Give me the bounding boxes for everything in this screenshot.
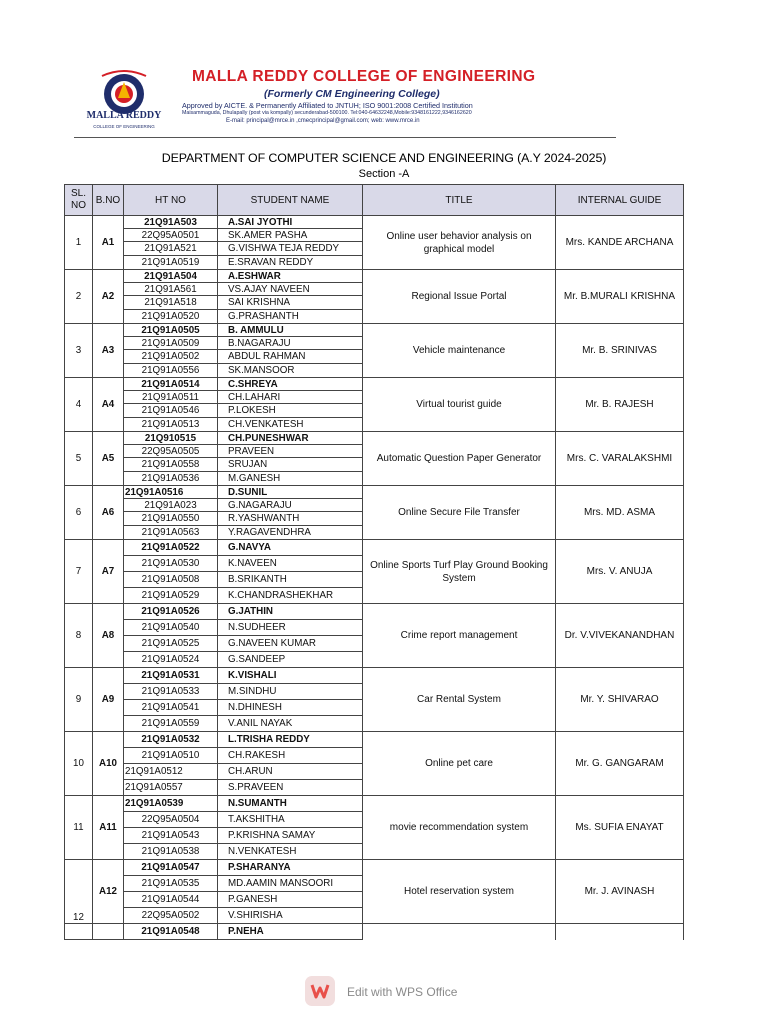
batch-number-cell: A10 xyxy=(93,732,124,796)
ht-number-cell: 21Q91A0519 xyxy=(124,256,218,270)
wps-edit-label: Edit with WPS Office xyxy=(347,985,458,999)
project-title-cell: Online Secure File Transfer xyxy=(363,486,556,540)
project-title-cell: Crime report management xyxy=(363,604,556,668)
ht-number-cell: 21Q91A503 xyxy=(124,216,218,229)
table-row xyxy=(65,924,684,940)
student-name-cell: M.SINDHU xyxy=(218,684,363,700)
student-name-cell: G.PRASHANTH xyxy=(218,310,363,324)
student-name-cell: CH.PUNESHWAR xyxy=(218,432,363,445)
internal-guide-cell: Mrs. C. VARALAKSHMI xyxy=(556,432,684,486)
serial-number-cell: 5 xyxy=(65,432,93,486)
empty-cell xyxy=(363,924,556,940)
student-name-cell: S.PRAVEEN xyxy=(218,780,363,796)
project-title-cell: Regional Issue Portal xyxy=(363,270,556,324)
internal-guide-cell: Mrs. KANDE ARCHANA xyxy=(556,216,684,270)
ht-number-cell: 21Q91A0531 xyxy=(124,668,218,684)
ht-number-cell: 21Q91A0556 xyxy=(124,364,218,378)
batch-number-cell: A8 xyxy=(93,604,124,668)
ht-number-cell: 21Q91A0529 xyxy=(124,588,218,604)
student-name-cell: CH.LAHARI xyxy=(218,391,363,404)
student-name-cell: E.SRAVAN REDDY xyxy=(218,256,363,270)
student-name-cell: CH.RAKESH xyxy=(218,748,363,764)
logo-text: MALLA REDDY xyxy=(86,110,162,121)
header-sl-no: SL. NO xyxy=(65,185,93,216)
student-name-cell: SK.MANSOOR xyxy=(218,364,363,378)
student-name-cell: G.JATHIN xyxy=(218,604,363,620)
serial-number-cell: 12 xyxy=(65,860,93,924)
student-name-cell: R.YASHWANTH xyxy=(218,512,363,526)
project-title-cell: Online Sports Turf Play Ground Booking System xyxy=(363,540,556,604)
ht-number-cell: 21Q91A0510 xyxy=(124,748,218,764)
ht-number-cell: 21Q91A0536 xyxy=(124,472,218,486)
student-name-cell: M.GANESH xyxy=(218,472,363,486)
batch-number-cell: A6 xyxy=(93,486,124,540)
ht-number-cell: 21Q91A0558 xyxy=(124,458,218,472)
student-name-cell: A.SAI JYOTHI xyxy=(218,216,363,229)
internal-guide-cell: Ms. SUFIA ENAYAT xyxy=(556,796,684,860)
ht-number-cell: 21Q91A0540 xyxy=(124,620,218,636)
student-name-cell: T.AKSHITHA xyxy=(218,812,363,828)
logo-subtext: COLLEGE OF ENGINEERING xyxy=(93,124,155,129)
internal-guide-cell: Mr. B. RAJESH xyxy=(556,378,684,432)
student-name-cell: CH.VENKATESH xyxy=(218,418,363,432)
student-name-cell: A.ESHWAR xyxy=(218,270,363,283)
table-row xyxy=(65,732,684,748)
ht-number-cell: 21Q91A0548 xyxy=(124,924,218,940)
student-name-cell: G.NAGARAJU xyxy=(218,499,363,512)
serial-number-cell: 4 xyxy=(65,378,93,432)
ht-number-cell: 21Q91A023 xyxy=(124,499,218,512)
ht-number-cell: 21Q91A0547 xyxy=(124,860,218,876)
batch-number-cell: A4 xyxy=(93,378,124,432)
ht-number-cell: 21Q91A0526 xyxy=(124,604,218,620)
internal-guide-cell: Mr. J. AVINASH xyxy=(556,860,684,924)
table-row xyxy=(65,216,684,229)
student-name-cell: V.SHIRISHA xyxy=(218,908,363,924)
ht-number-cell: 21Q91A0557 xyxy=(124,780,218,796)
serial-number-cell: 9 xyxy=(65,668,93,732)
student-name-cell: P.GANESH xyxy=(218,892,363,908)
student-name-cell: B.NAGARAJU xyxy=(218,337,363,350)
formerly-name: (Formerly CM Engineering College) xyxy=(264,88,440,100)
ht-number-cell: 21Q91A561 xyxy=(124,283,218,296)
letterhead xyxy=(74,62,616,138)
table-header-row xyxy=(65,185,684,216)
student-name-cell: SK.AMER PASHA xyxy=(218,229,363,242)
student-name-cell: CH.ARUN xyxy=(218,764,363,780)
student-name-cell: G.SANDEEP xyxy=(218,652,363,668)
project-title-cell: Vehicle maintenance xyxy=(363,324,556,378)
ht-number-cell: 21Q91A0509 xyxy=(124,337,218,350)
student-name-cell: N.SUMANTH xyxy=(218,796,363,812)
student-name-cell: K.VISHALI xyxy=(218,668,363,684)
student-name-cell: B.SRIKANTH xyxy=(218,572,363,588)
table-row xyxy=(65,860,684,876)
internal-guide-cell: Mr. B. SRINIVAS xyxy=(556,324,684,378)
batch-number-cell: A7 xyxy=(93,540,124,604)
empty-cell xyxy=(65,924,93,940)
ht-number-cell: 21Q91A0511 xyxy=(124,391,218,404)
student-name-cell: SRUJAN xyxy=(218,458,363,472)
batch-number-cell: A1 xyxy=(93,216,124,270)
project-title-cell: movie recommendation system xyxy=(363,796,556,860)
ht-number-cell: 21Q91A0543 xyxy=(124,828,218,844)
table-row xyxy=(65,324,684,337)
ht-number-cell: 21Q91A0520 xyxy=(124,310,218,324)
ht-number-cell: 21Q91A0502 xyxy=(124,350,218,364)
department-title: DEPARTMENT OF COMPUTER SCIENCE AND ENGINEERING (A.Y 2024-2025) xyxy=(161,151,607,165)
student-name-cell: P.LOKESH xyxy=(218,404,363,418)
serial-number-cell: 6 xyxy=(65,486,93,540)
ht-number-cell: 21Q91A0538 xyxy=(124,844,218,860)
ht-number-cell: 21Q91A521 xyxy=(124,242,218,256)
college-name: MALLA REDDY COLLEGE OF ENGINEERING xyxy=(192,68,536,85)
table-row xyxy=(65,378,684,391)
serial-number-cell: 7 xyxy=(65,540,93,604)
internal-guide-cell: Mr. Y. SHIVARAO xyxy=(556,668,684,732)
email-line: E-mail: principal@mrce.in ,cmecprincipal@gmail.com; web: www.mrce.in xyxy=(226,118,420,124)
header-internal-guide: INTERNAL GUIDE xyxy=(556,185,684,216)
ht-number-cell: 21Q91A0550 xyxy=(124,512,218,526)
internal-guide-cell: Mrs. MD. ASMA xyxy=(556,486,684,540)
ht-number-cell: 21Q91A0513 xyxy=(124,418,218,432)
project-title-cell: Online pet care xyxy=(363,732,556,796)
ht-number-cell: 21Q91A0514 xyxy=(124,378,218,391)
student-name-cell: D.SUNIL xyxy=(218,486,363,499)
ht-number-cell: 21Q91A0544 xyxy=(124,892,218,908)
ht-number-cell: 21Q91A0516 xyxy=(124,486,218,499)
ht-number-cell: 21Q91A0505 xyxy=(124,324,218,337)
empty-cell xyxy=(556,924,684,940)
header-student-name: STUDENT NAME xyxy=(218,185,363,216)
ht-number-cell: 21Q91A0541 xyxy=(124,700,218,716)
student-name-cell: G.NAVYA xyxy=(218,540,363,556)
serial-number-cell: 10 xyxy=(65,732,93,796)
ht-number-cell: 21Q91A0525 xyxy=(124,636,218,652)
header-divider xyxy=(74,137,616,138)
student-name-cell: ABDUL RAHMAN xyxy=(218,350,363,364)
student-name-cell: P.KRISHNA SAMAY xyxy=(218,828,363,844)
ht-number-cell: 21Q91A0535 xyxy=(124,876,218,892)
project-title-cell: Automatic Question Paper Generator xyxy=(363,432,556,486)
student-name-cell: N.VENKATESH xyxy=(218,844,363,860)
student-name-cell: K.NAVEEN xyxy=(218,556,363,572)
student-name-cell: VS.AJAY NAVEEN xyxy=(218,283,363,296)
ht-number-cell: 21Q910515 xyxy=(124,432,218,445)
student-name-cell: N.DHINESH xyxy=(218,700,363,716)
student-name-cell: P.NEHA xyxy=(218,924,363,940)
table-row xyxy=(65,432,684,445)
batch-number-cell: A3 xyxy=(93,324,124,378)
serial-number-cell: 2 xyxy=(65,270,93,324)
accreditation-line: Approved by AICTE. & Permanently Affiliated to JNTUH; ISO 9001:2008 Certified Institution xyxy=(182,101,473,110)
internal-guide-cell: Mr. B.MURALI KRISHNA xyxy=(556,270,684,324)
project-batches-table xyxy=(64,184,684,940)
ht-number-cell: 21Q91A0512 xyxy=(124,764,218,780)
section-label: Section -A xyxy=(358,168,410,180)
wps-logo-icon xyxy=(305,976,335,1006)
student-name-cell: K.CHANDRASHEKHAR xyxy=(218,588,363,604)
batch-number-cell: A2 xyxy=(93,270,124,324)
ht-number-cell: 21Q91A0563 xyxy=(124,526,218,540)
ht-number-cell: 21Q91A0508 xyxy=(124,572,218,588)
ht-number-cell: 22Q95A0502 xyxy=(124,908,218,924)
internal-guide-cell: Mrs. V. ANUJA xyxy=(556,540,684,604)
project-title-cell: Online user behavior analysis on graphical model xyxy=(363,216,556,270)
internal-guide-cell: Mr. G. GANGARAM xyxy=(556,732,684,796)
ht-number-cell: 21Q91A0559 xyxy=(124,716,218,732)
internal-guide-cell: Dr. V.VIVEKANANDHAN xyxy=(556,604,684,668)
ht-number-cell: 21Q91A0539 xyxy=(124,796,218,812)
ht-number-cell: 21Q91A0533 xyxy=(124,684,218,700)
student-name-cell: G.NAVEEN KUMAR xyxy=(218,636,363,652)
ht-number-cell: 22Q95A0505 xyxy=(124,445,218,458)
student-name-cell: L.TRISHA REDDY xyxy=(218,732,363,748)
student-name-cell: P.SHARANYA xyxy=(218,860,363,876)
ht-number-cell: 21Q91A0522 xyxy=(124,540,218,556)
batch-number-cell: A9 xyxy=(93,668,124,732)
ht-number-cell: 22Q95A0501 xyxy=(124,229,218,242)
ht-number-cell: 21Q91A0546 xyxy=(124,404,218,418)
student-name-cell: V.ANIL NAYAK xyxy=(218,716,363,732)
table-row xyxy=(65,668,684,684)
student-name-cell: G.VISHWA TEJA REDDY xyxy=(218,242,363,256)
student-name-cell: MD.AAMIN MANSOORI xyxy=(218,876,363,892)
header-batch-no: B.NO xyxy=(93,185,124,216)
batch-number-cell: A5 xyxy=(93,432,124,486)
serial-number-cell: 8 xyxy=(65,604,93,668)
table-row xyxy=(65,604,684,620)
student-name-cell: Y.RAGAVENDHRA xyxy=(218,526,363,540)
serial-number-cell: 3 xyxy=(65,324,93,378)
batch-number-cell: A12 xyxy=(93,860,124,924)
serial-number-cell: 11 xyxy=(65,796,93,860)
table-row xyxy=(65,486,684,499)
ht-number-cell: 22Q95A0504 xyxy=(124,812,218,828)
student-name-cell: B. AMMULU xyxy=(218,324,363,337)
project-title-cell: Virtual tourist guide xyxy=(363,378,556,432)
ht-number-cell: 21Q91A0524 xyxy=(124,652,218,668)
student-name-cell: N.SUDHEER xyxy=(218,620,363,636)
table-row xyxy=(65,796,684,812)
header-ht-no: HT NO xyxy=(124,185,218,216)
table-row xyxy=(65,540,684,556)
header-title: TITLE xyxy=(363,185,556,216)
address-line: Maisammaguda, Dhulapally (post via kompally) secunderabad-500100. Tel:040-64632248,Mobile:9348161222,9346162620 xyxy=(182,110,472,116)
project-title-cell: Hotel reservation system xyxy=(363,860,556,924)
ht-number-cell: 21Q91A518 xyxy=(124,296,218,310)
student-name-cell: C.SHREYA xyxy=(218,378,363,391)
ht-number-cell: 21Q91A0532 xyxy=(124,732,218,748)
ht-number-cell: 21Q91A504 xyxy=(124,270,218,283)
empty-cell xyxy=(93,924,124,940)
student-name-cell: SAI KRISHNA xyxy=(218,296,363,310)
serial-number-cell: 1 xyxy=(65,216,93,270)
table-row xyxy=(65,270,684,283)
ht-number-cell: 21Q91A0530 xyxy=(124,556,218,572)
batch-number-cell: A11 xyxy=(93,796,124,860)
student-name-cell: PRAVEEN xyxy=(218,445,363,458)
project-title-cell: Car Rental System xyxy=(363,668,556,732)
